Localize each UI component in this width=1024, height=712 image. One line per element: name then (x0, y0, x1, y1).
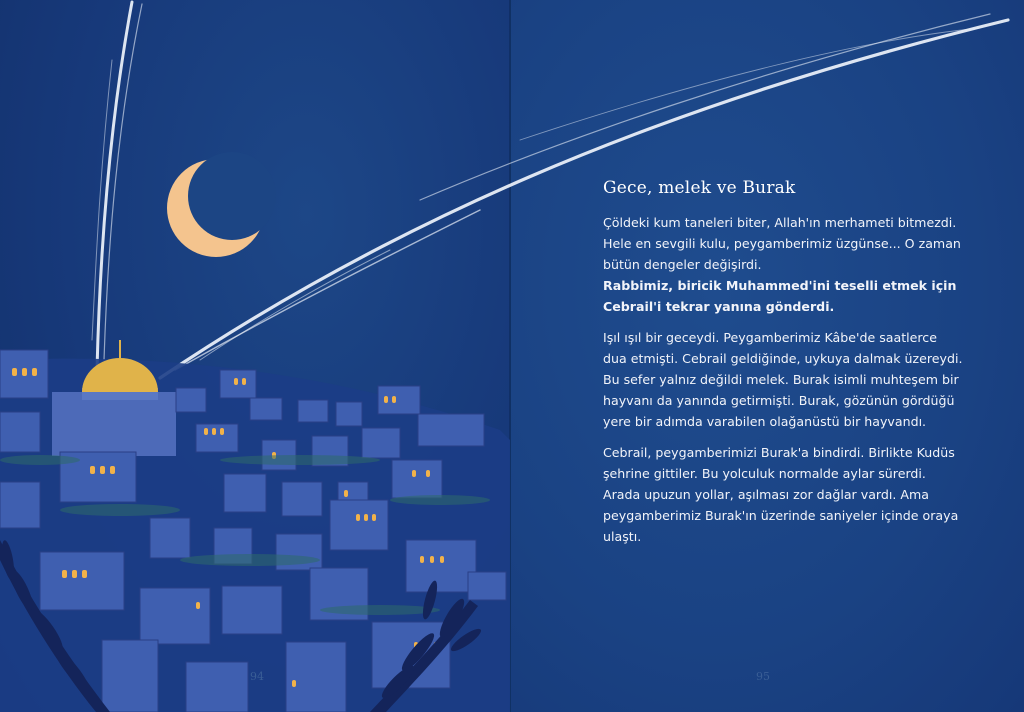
paragraph-2: Işıl ışıl bir geceydi. Peygamberimiz Kâbe'de saatlerce dua etmişti. Cebrail geldiğinde, uykuya dalmak üzereydi. Bu sefer yalnız değildi melek. Burak isimli muhteşem bir hayvanı da yanında getirmişti. Burak, gözünün gördüğü yere bir adımda varabilen olağanüstü bir hayvandı. (603, 330, 963, 429)
paragraph-1-bold: Rabbimiz, biricik Muhammed'ini teselli etmek için Cebrail'i tekrar yanına gönderdi. (603, 278, 957, 314)
paragraph-1-text: Çöldeki kum taneleri biter, Allah'ın merhameti bitmezdi. Hele en sevgili kulu, peygamberimiz üzgünse... O zaman bütün dengeler değişirdi. (603, 215, 961, 272)
chapter-title: Gece, melek ve Burak (603, 178, 796, 198)
paragraph-3: Cebrail, peygamberimizi Burak'a bindirdi. Birlikte Kudüs şehrine gittiler. Bu yolculuk normalde aylar sürerdi. Arada upuzun yollar, aşılması zor dağlar vardı. Ama peygamberimiz Burak'ın üzerinde saniyeler içinde oraya ulaştı. (603, 445, 959, 544)
page-number-left: 94 (250, 670, 264, 683)
golden-dome-building (52, 340, 176, 456)
crescent-moon-icon (167, 152, 276, 257)
page-number-right: 95 (756, 670, 770, 683)
paragraph-1 (603, 212, 963, 317)
story-text-block (603, 178, 963, 557)
